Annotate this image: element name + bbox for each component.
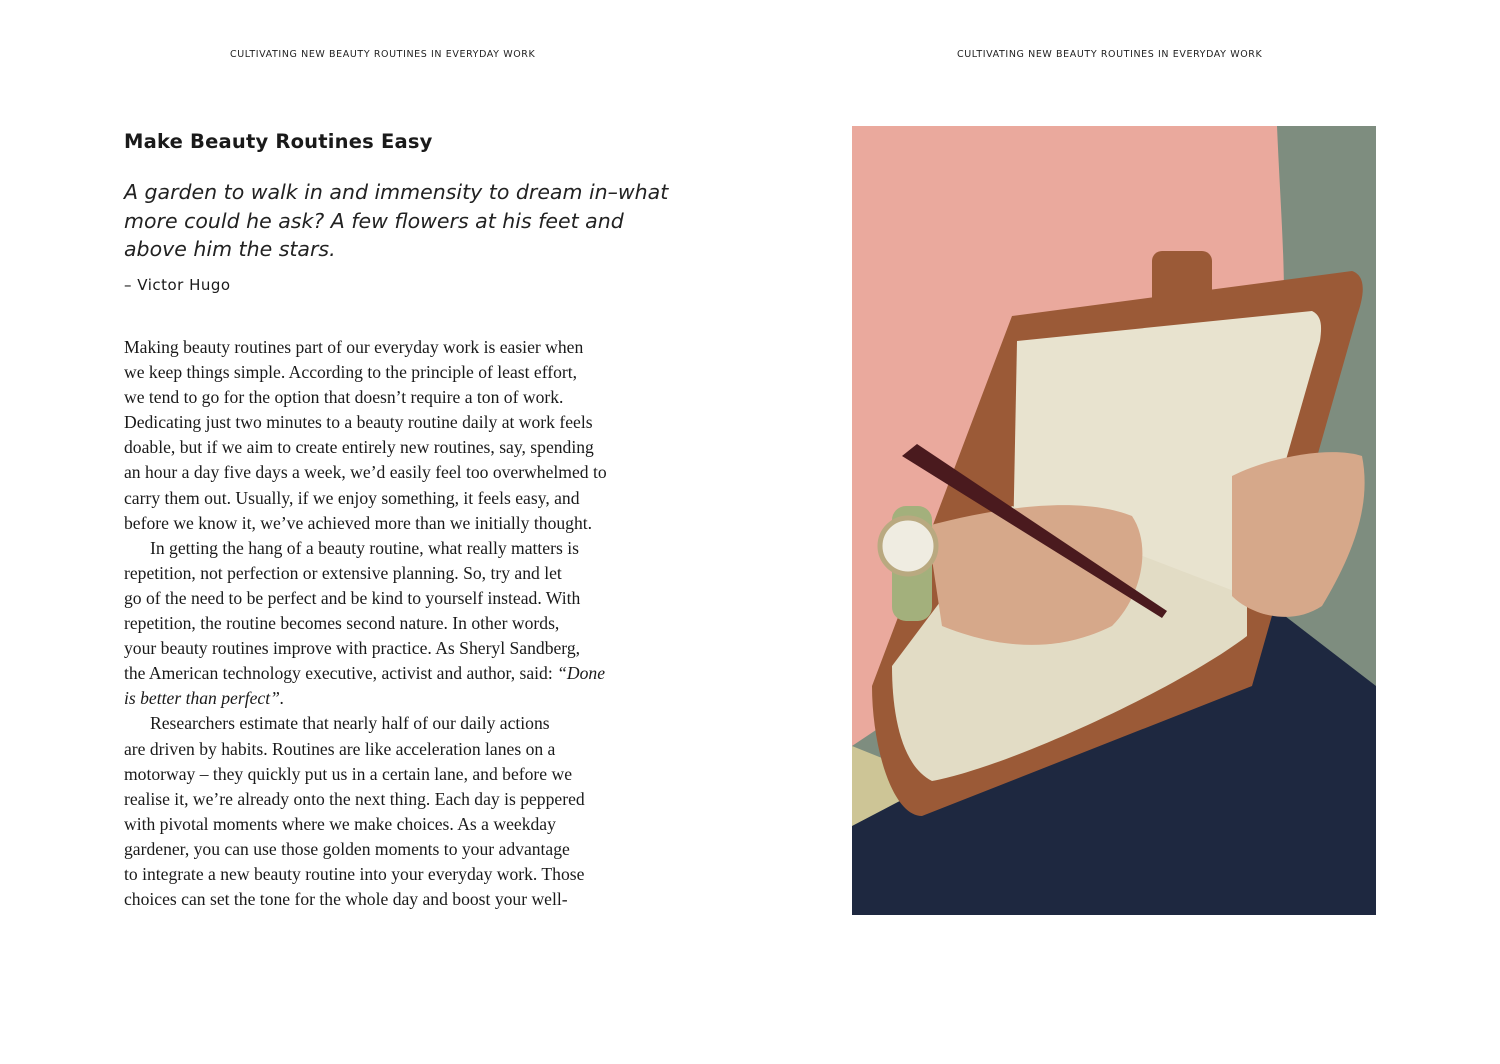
- body-line: realise it, we’re already onto the next thing. Each day is peppered: [124, 788, 585, 809]
- body-line: [124, 686, 649, 711]
- epigraph-attribution: – Victor Hugo: [124, 276, 231, 294]
- body-line-text: the American technology executive, activist and author, said:: [124, 663, 558, 684]
- watch-face: [880, 518, 936, 574]
- body-line: before we know it, we’ve achieved more than we initially thought.: [124, 512, 593, 533]
- body-line: with pivotal moments where we make choices. As a weekday: [124, 813, 556, 834]
- body-line: motorway – they quickly put us in a certain lane, and before we: [124, 763, 573, 784]
- epigraph-quote: [124, 178, 668, 264]
- epigraph-line: A garden to walk in and immensity to dream in–what: [124, 180, 669, 204]
- body-line: Researchers estimate that nearly half of our daily actions: [150, 713, 550, 734]
- illustration-writing-in-notebook: [852, 126, 1376, 915]
- body-line: [124, 661, 649, 686]
- running-head-right: CULTIVATING NEW BEAUTY ROUTINES IN EVERYDAY WORK: [957, 49, 1263, 60]
- body-line: repetition, the routine becomes second nature. In other words,: [124, 613, 560, 634]
- body-line: repetition, not perfection or extensive planning. So, try and let: [124, 562, 562, 583]
- body-line: gardener, you can use those golden moments to your advantage: [124, 838, 570, 859]
- body-line: Making beauty routines part of our everyday work is easier when: [124, 337, 584, 357]
- inline-quote-end: is better than perfect”.: [124, 688, 285, 709]
- body-line: Dedicating just two minutes to a beauty routine daily at work feels: [124, 412, 593, 433]
- epigraph-line: more could he ask? A few flowers at his feet and: [124, 208, 624, 233]
- epigraph-line: above him the stars.: [124, 237, 336, 261]
- running-head-left: CULTIVATING NEW BEAUTY ROUTINES IN EVERYDAY WORK: [230, 49, 536, 60]
- body-line: your beauty routines improve with practice. As Sheryl Sandberg,: [124, 638, 581, 659]
- section-title: Make Beauty Routines Easy: [124, 130, 433, 153]
- inline-quote-start: “Done: [557, 663, 606, 684]
- body-line: an hour a day five days a week, we’d easily feel too overwhelmed to: [124, 462, 607, 483]
- clipboard-clip: [1152, 251, 1212, 311]
- body-text: [124, 335, 649, 912]
- body-line: carry them out. Usually, if we enjoy something, it feels easy, and: [124, 487, 580, 508]
- body-line: are driven by habits. Routines are like acceleration lanes on a: [124, 738, 556, 759]
- body-line: to integrate a new beauty routine into your everyday work. Those: [124, 863, 585, 884]
- body-line: we keep things simple. According to the principle of least effort,: [124, 362, 578, 383]
- body-line: doable, but if we aim to create entirely new routines, say, spending: [124, 437, 594, 458]
- body-line: In getting the hang of a beauty routine, what really matters is: [150, 537, 579, 558]
- body-line: choices can set the tone for the whole day and boost your well-: [124, 889, 568, 910]
- body-line: we tend to go for the option that doesn’t require a ton of work.: [124, 387, 564, 408]
- body-line: go of the need to be perfect and be kind to yourself instead. With: [124, 587, 581, 608]
